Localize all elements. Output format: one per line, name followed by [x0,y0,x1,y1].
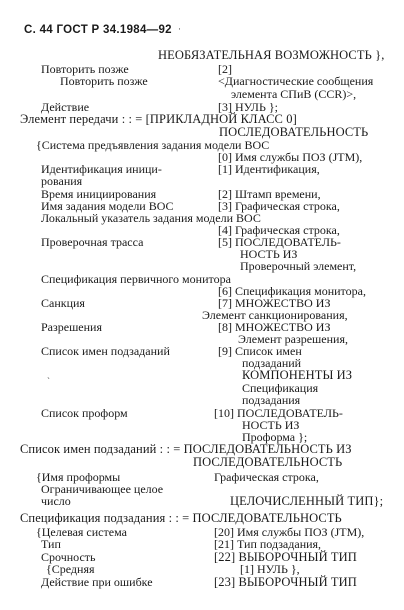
field-value: [20] Имя службы ПОЗ (JTM), [214,525,365,539]
page-header: С. 44 ГОСТ Р 34.1984—92 [24,24,172,36]
field-value-cont: Спецификация [242,381,319,395]
field-label: Имя задания модели ВОС [41,199,174,213]
field-label: Локальный указатель задания модели ВОС [41,211,261,225]
field-value: [1] Идентификация, [218,162,320,176]
field-label: Время инициирования [41,187,157,201]
definition-subtask-spec: Спецификация подзадания : : = ПОСЛЕДОВАТЕЛЬНОСТЬ [20,511,342,525]
field-value: [7] МНОЖЕСТВО ИЗ [218,296,331,310]
field-label: {Имя проформы [36,470,121,484]
field-label: Срочность [41,550,96,564]
field-label: Ограничивающее целое [41,482,164,496]
field-value-cont: элемента СПиВ (CCR)>, [231,87,357,101]
field-value-cont: Проверочный элемент, [240,259,357,273]
field-value: [21] Тип подзадания, [214,537,322,551]
field-label: Санкция [41,296,85,310]
field-value: <Диагностические сообщения [218,74,374,88]
field-value-cont: НОСТЬ ИЗ [240,247,298,261]
field-value: [6] Спецификация монитора, [218,284,366,298]
field-label: {Средняя [46,562,95,576]
field-label: Идентификация иници- [41,162,162,176]
field-value-cont: подзаданий [242,356,302,370]
field-label: Повторить позже [60,74,148,88]
field-value-cont: КОМПОНЕНТЫ ИЗ [242,368,353,382]
field-label: {Система предъявления задания модели ВОС [36,138,270,152]
field-value: [0] Имя службы ПОЗ (JTM), [218,150,363,164]
field-value-cont: Элемент разрешения, [238,332,348,346]
field-value: [22] ВЫБОРОЧНЫЙ ТИП [214,550,357,564]
field-label: Повторить позже [41,62,129,76]
field-value-cont: подзадания [242,393,301,407]
field-value: ЦЕЛОЧИСЛЕННЫЙ ТИП}; [230,494,384,508]
field-value: [2] [218,62,232,76]
field-label: {Целевая система [36,525,127,539]
field-label: Список проформ [41,406,128,420]
field-label: Действие [41,100,90,114]
field-label-cont: число [41,494,71,508]
definition-transfer-element: Элемент передачи : : = [ПРИКЛАДНОЙ КЛАСС 0] [20,112,297,126]
field-value-cont: НОСТЬ ИЗ [242,418,300,432]
field-label: Проверочная трасса [41,235,144,249]
field-label: Разрешения [41,320,102,334]
sequence-keyword: ПОСЛЕДОВАТЕЛЬНОСТЬ [219,125,369,139]
field-label: Спецификация первичного монитора [41,272,231,286]
field-value: [10] ПОСЛЕДОВАТЕЛЬ- [214,406,343,420]
field-label-cont: рования [41,174,83,188]
field-label: Действие при ошибке [41,575,153,589]
field-value: [4] Графическая строка, [218,223,340,237]
field-value: [8] МНОЖЕСТВО ИЗ [218,320,331,334]
field-value: [3] НУЛЬ }; [218,100,278,114]
field-value: [5] ПОСЛЕДОВАТЕЛЬ- [218,235,341,249]
field-label: Список имен подзаданий [41,344,170,358]
sequence-keyword: ПОСЛЕДОВАТЕЛЬНОСТЬ [193,455,343,469]
field-value: [9] Список имен [218,344,302,358]
definition-subtask-list: Список имен подзаданий : : = ПОСЛЕДОВАТЕЛЬНОСТЬ ИЗ [20,442,352,456]
field-value: [3] Графическая строка, [218,199,340,213]
field-value: [2] Штамп времени, [218,187,321,201]
print-mark: · [178,24,181,34]
field-value: Графическая строка, [214,470,319,484]
print-mark: ˎ [47,369,50,379]
field-value-cont: Проформа }; [242,430,308,444]
field-value: [1] НУЛЬ }, [240,562,300,576]
line-optional-feature: НЕОБЯЗАТЕЛЬНАЯ ВОЗМОЖНОСТЬ }, [158,48,385,62]
field-value-cont: Элемент санкционирования, [202,308,348,322]
field-value: [23] ВЫБОРОЧНЫЙ ТИП [214,575,357,589]
field-label: Тип [41,537,61,551]
